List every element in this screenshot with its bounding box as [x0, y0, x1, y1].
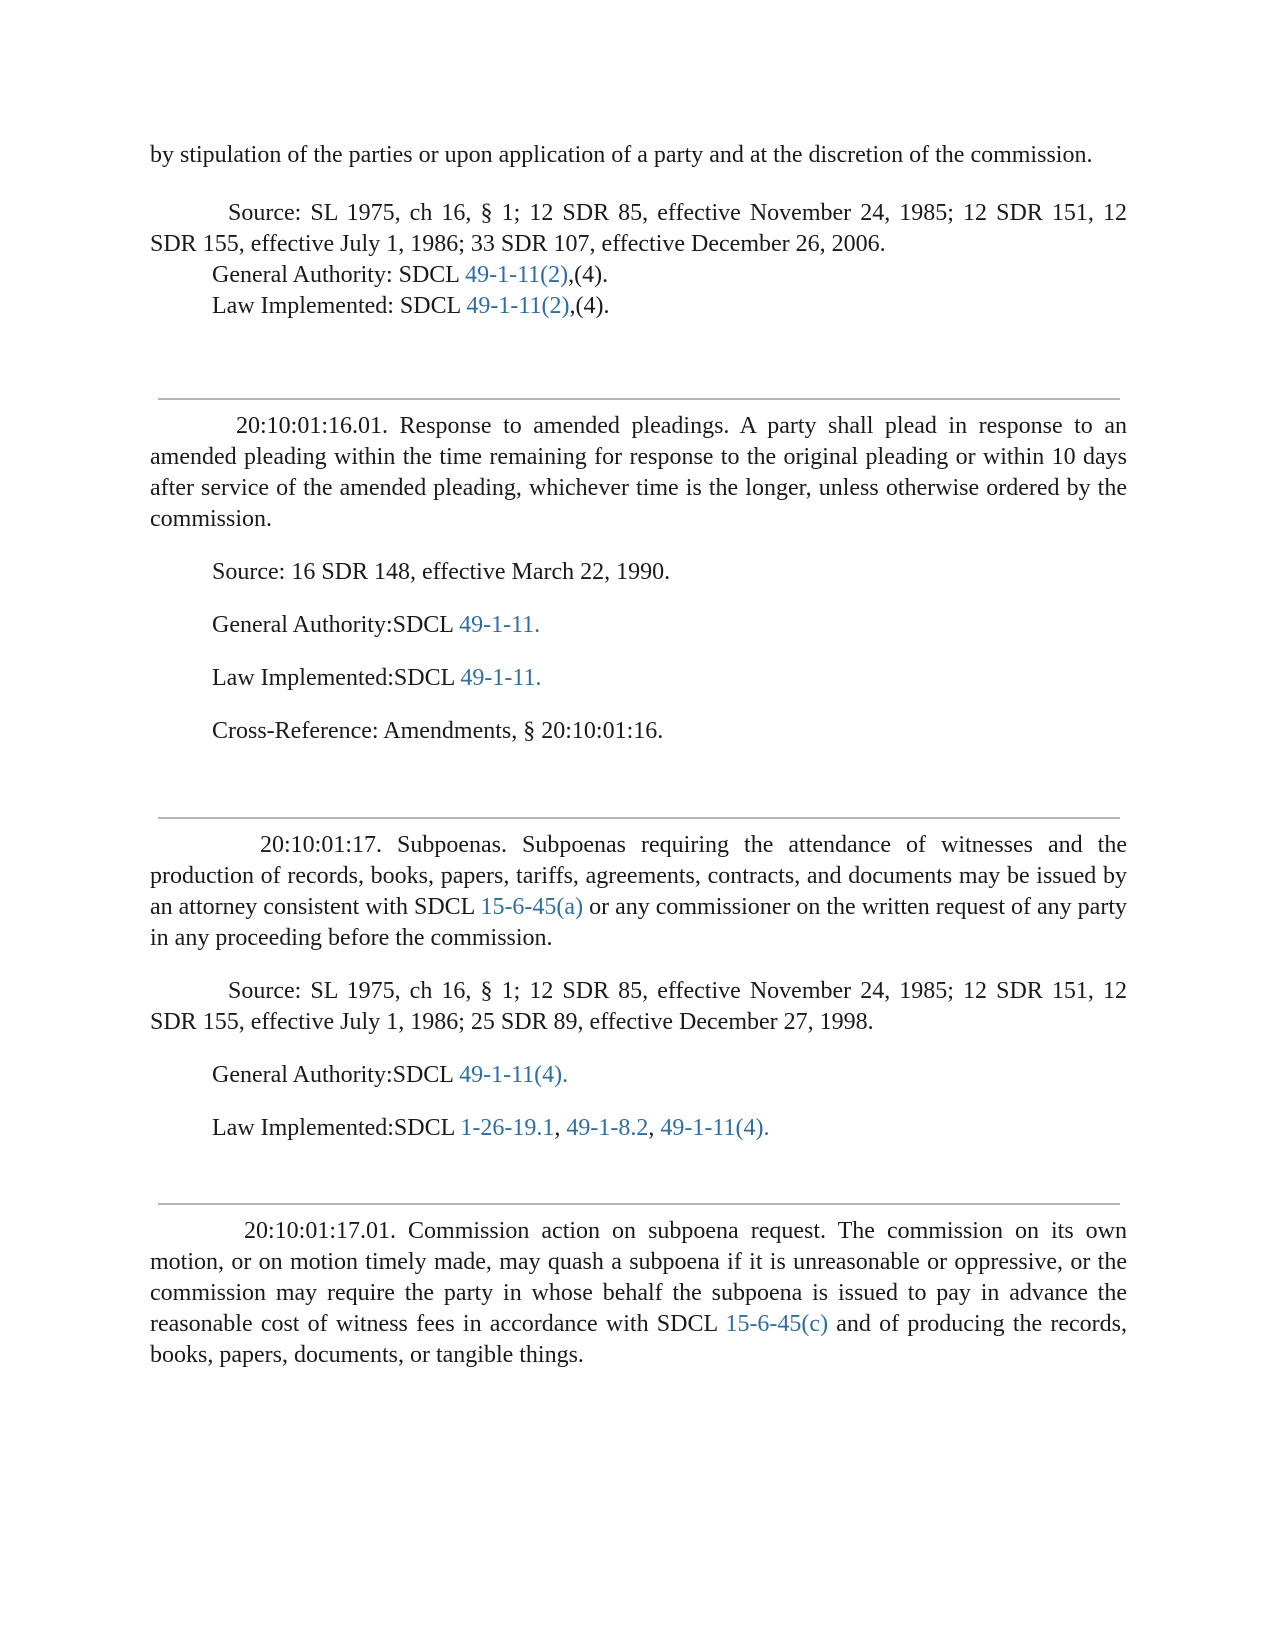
- document-page: [150, 140, 1127, 1371]
- rule-text-16-01: 20:10:01:16.01. Response to amended pleadings. A party shall plead in response to an amended pleading within the time remaining for response to the original pleading or within 10 days after service of the amended pleading, whichever time is the longer, unless otherwise ordered by the commission.: [150, 413, 1127, 532]
- general-authority-line: [150, 260, 1127, 291]
- law-implemented-label: Law Implemented: SDCL: [212, 293, 467, 319]
- law-implemented-suffix: ,(4).: [569, 293, 610, 319]
- statute-link[interactable]: 49-1-11.: [460, 665, 542, 691]
- statute-link[interactable]: 15-6-45(c): [725, 1311, 829, 1337]
- statute-link[interactable]: 15-6-45(a): [480, 894, 584, 920]
- statute-link[interactable]: 49-1-11(2): [466, 293, 570, 319]
- law-implemented-line: [150, 1113, 1127, 1144]
- law-implemented-label: Law Implemented:SDCL: [212, 1115, 461, 1141]
- statute-link[interactable]: 49-1-11(4).: [660, 1115, 770, 1141]
- cross-reference-line: Cross-Reference: Amendments, § 20:10:01:16.: [212, 718, 664, 744]
- source-note: Source: SL 1975, ch 16, § 1; 12 SDR 85, effective November 24, 1985; 12 SDR 151, 12 SDR 155, effective July 1, 1986; 25 SDR 89, effective December 27, 1998.: [150, 978, 1127, 1035]
- source-note: Source: SL 1975, ch 16, § 1; 12 SDR 85, effective November 24, 1985; 12 SDR 151, 12 SDR 155, effective July 1, 1986; 33 SDR 107, effective December 26, 2006.: [150, 200, 1127, 257]
- separator: ,: [648, 1115, 661, 1141]
- general-authority-label: General Authority:SDCL: [212, 612, 460, 638]
- general-authority-line: [150, 1060, 1127, 1091]
- continuation-paragraph: by stipulation of the parties or upon application of a party and at the discretion of the commission.: [150, 142, 1093, 168]
- statute-link[interactable]: 49-1-11.: [459, 612, 541, 638]
- general-authority-suffix: ,(4).: [568, 262, 609, 288]
- rule-text-part: 20:10:01:17.01. Commission action on subpoena request. The commission on its own motion, or on motion timely made, may quash a subpoena if it is unreasonable or oppressive, or the commission may require the party in whose behalf the subpoena is issued to pay in advance the reasonable cost of witness fees in accordance with SDCL: [150, 1218, 1127, 1337]
- general-authority-label: General Authority: SDCL: [212, 262, 466, 288]
- law-implemented-line: [150, 663, 1127, 694]
- law-implemented-line: [150, 291, 1127, 322]
- statute-link[interactable]: 49-1-11(4).: [459, 1062, 569, 1088]
- rule-text-part: or any commissioner on the written request of any party in any proceeding before the commission.: [150, 894, 1127, 951]
- statute-link[interactable]: 49-1-11(2): [465, 262, 569, 288]
- separator: ,: [554, 1115, 567, 1141]
- rule-text-17-01: [150, 1216, 1127, 1371]
- rule-text-part: 20:10:01:17. Subpoenas. Subpoenas requiring the attendance of witnesses and the production of records, books, papers, tariffs, agreements, contracts, and documents may be issued by an attorney consistent with SDCL: [150, 832, 1127, 920]
- general-authority-label: General Authority:SDCL: [212, 1062, 460, 1088]
- law-implemented-label: Law Implemented:SDCL: [212, 665, 461, 691]
- rule-text-17: [150, 830, 1127, 954]
- source-note: Source: 16 SDR 148, effective March 22, 1990.: [212, 559, 671, 585]
- general-authority-line: [150, 610, 1127, 641]
- statute-link[interactable]: 49-1-8.2: [566, 1115, 649, 1141]
- rule-text-part: and of producing the records, books, papers, documents, or tangible things.: [150, 1311, 1127, 1368]
- statute-link[interactable]: 1-26-19.1: [460, 1115, 555, 1141]
